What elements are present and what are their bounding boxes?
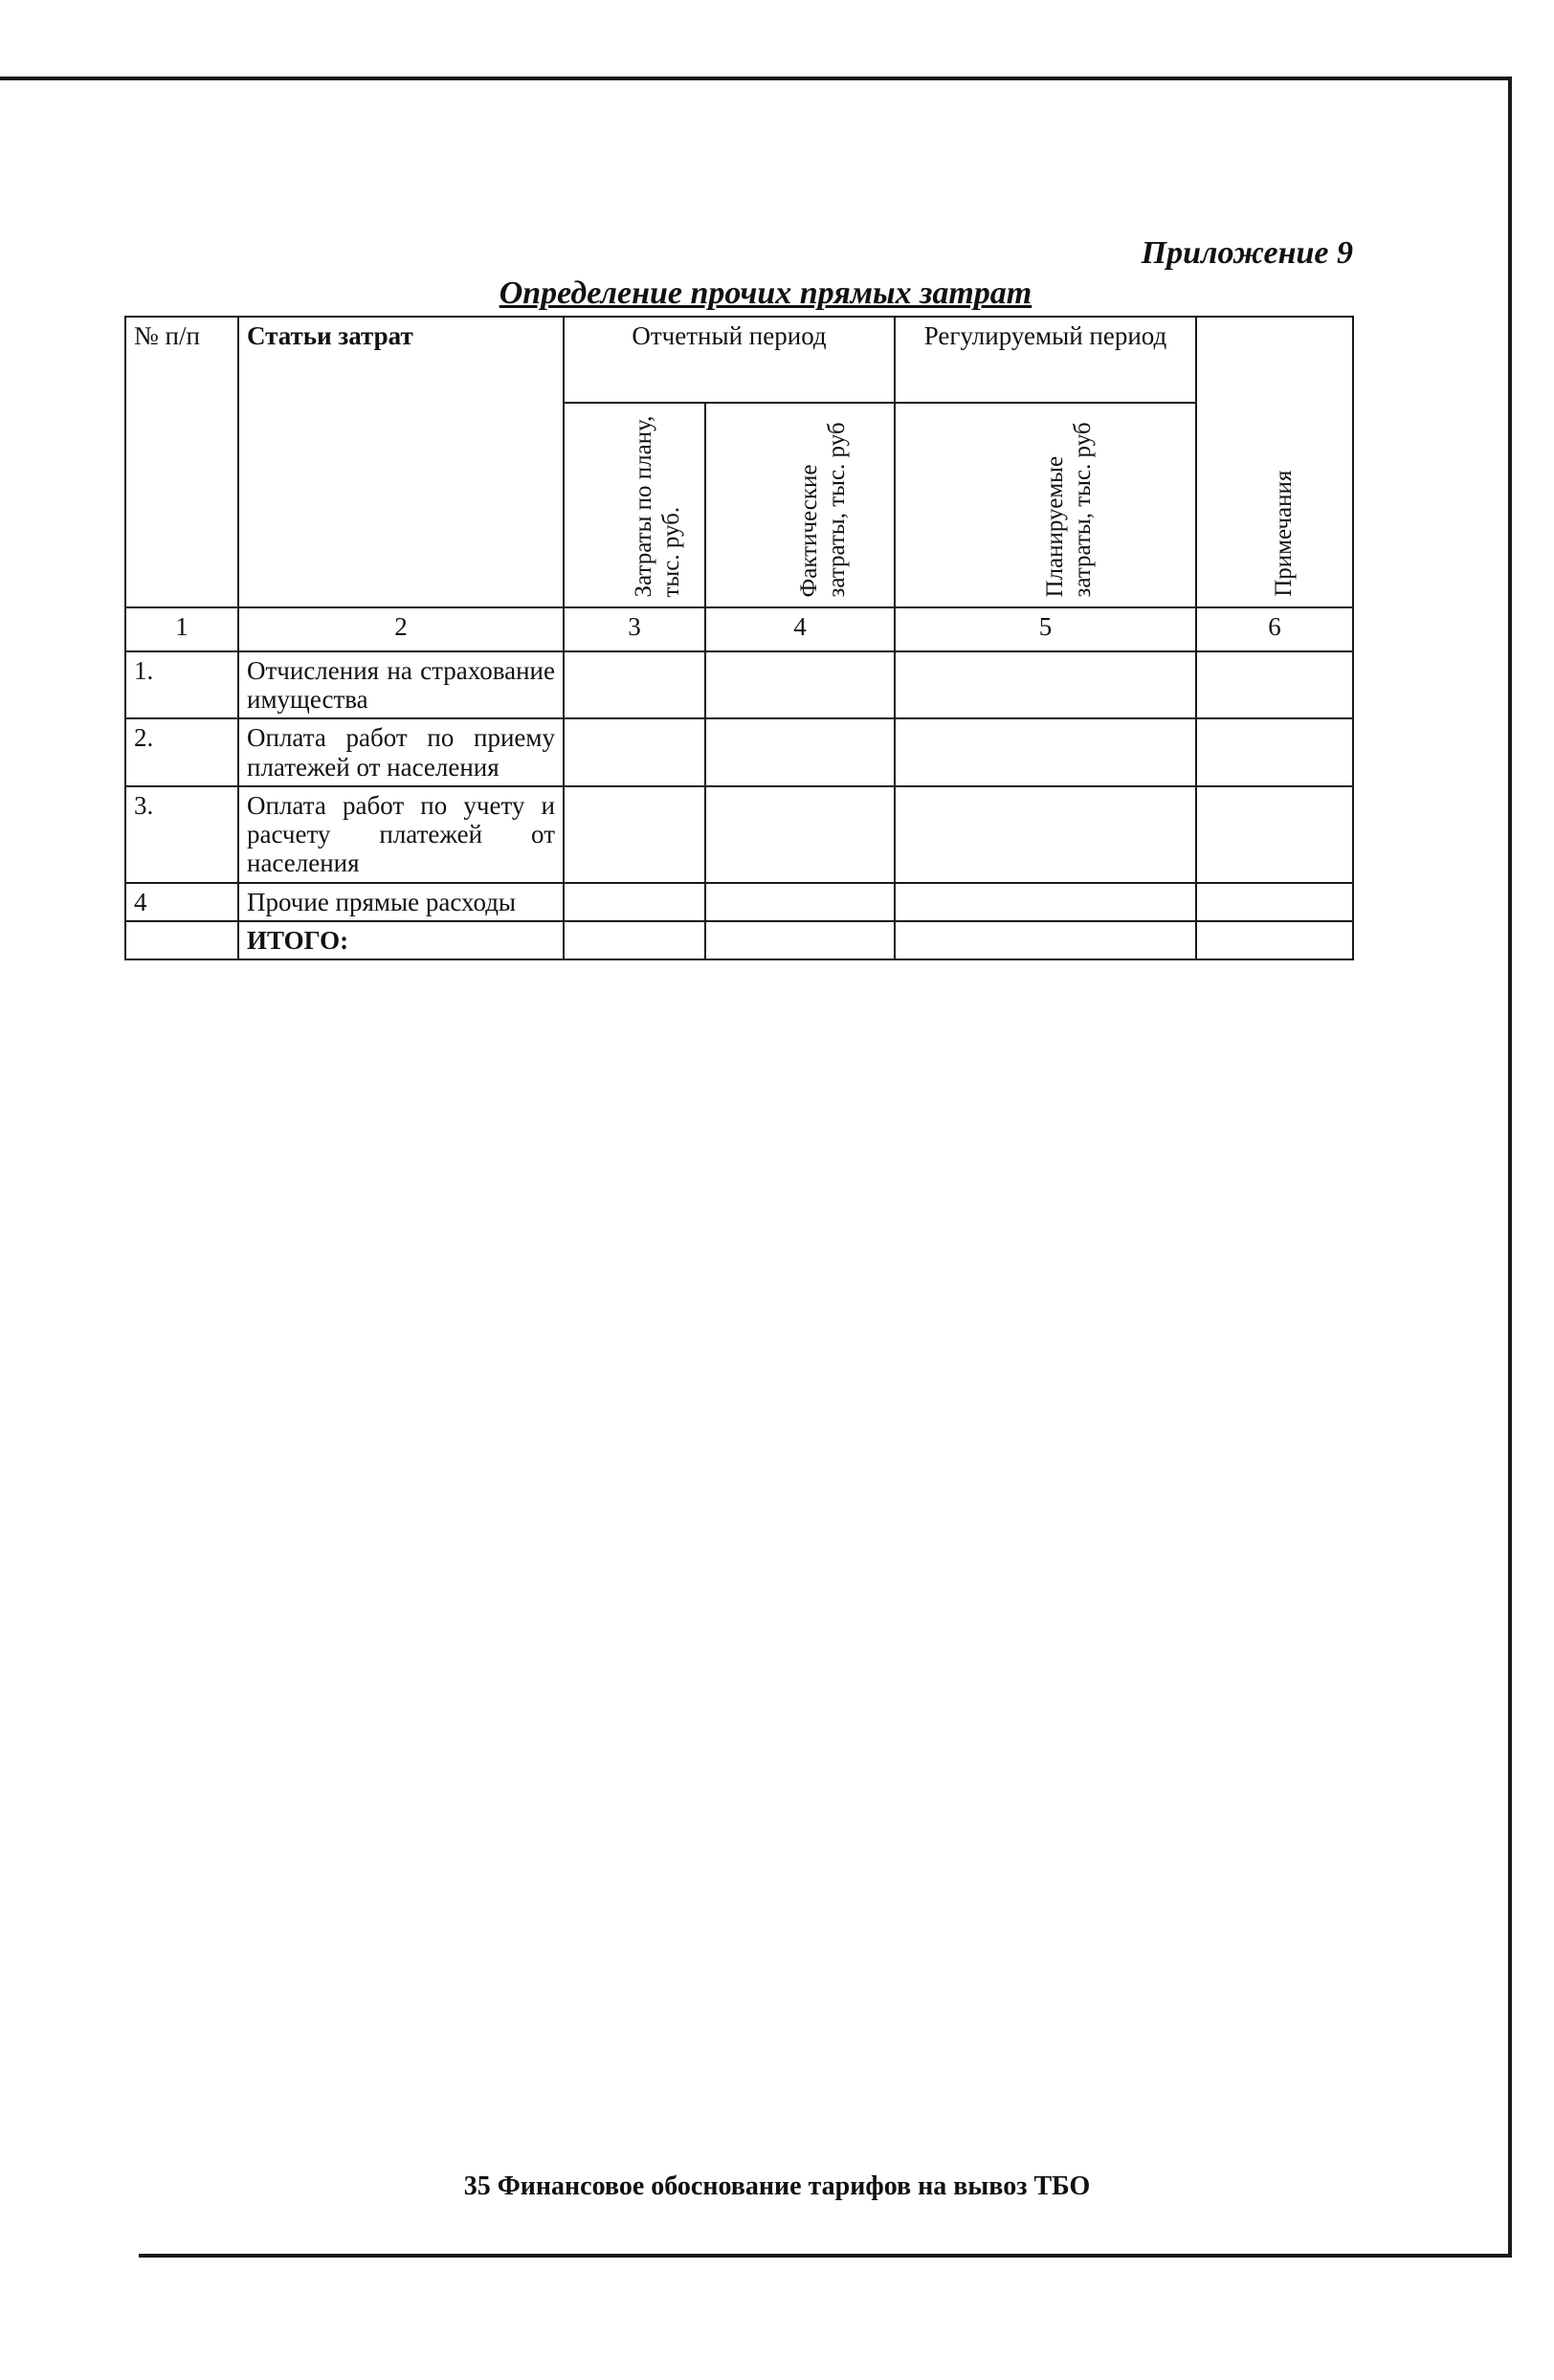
row-num: 3. — [125, 786, 238, 883]
column-number: 1 — [125, 607, 238, 651]
page-border-top — [0, 77, 1512, 80]
cell-notes — [1196, 883, 1353, 921]
header-items — [238, 317, 564, 607]
total-regulated — [895, 921, 1196, 959]
header-regulated-period — [895, 317, 1196, 403]
cell-regulated — [895, 786, 1196, 883]
page-border-right — [1508, 77, 1512, 2258]
document-title: Определение прочих прямых затрат — [499, 275, 1032, 311]
table-row — [125, 883, 1353, 921]
page-border-bottom — [139, 2254, 1512, 2258]
cell-regulated — [895, 651, 1196, 718]
cell-actual — [705, 651, 895, 718]
table-row — [125, 718, 1353, 785]
cell-regulated — [895, 883, 1196, 921]
cell-actual — [705, 883, 895, 921]
total-actual — [705, 921, 895, 959]
row-item: Отчисления на страхование имущества — [238, 651, 564, 718]
row-num: 2. — [125, 718, 238, 785]
header-actual-costs — [705, 403, 895, 607]
total-notes — [1196, 921, 1353, 959]
row-num: 4 — [125, 883, 238, 921]
row-item: Прочие прямые расходы — [238, 883, 564, 921]
header-notes — [1196, 317, 1353, 607]
column-number: 6 — [1196, 607, 1353, 651]
column-number: 4 — [705, 607, 895, 651]
header-planned-costs-label: Затраты по плану, тыс. руб. — [631, 415, 684, 597]
total-planned — [564, 921, 705, 959]
header-planned-costs — [564, 403, 705, 607]
column-number: 3 — [564, 607, 705, 651]
cell-notes — [1196, 718, 1353, 785]
column-number: 5 — [895, 607, 1196, 651]
cell-planned — [564, 786, 705, 883]
header-planned-regulated-label: Планируемые затраты, тыс. руб — [1041, 421, 1096, 597]
costs-table — [124, 316, 1354, 960]
cell-regulated — [895, 718, 1196, 785]
cell-actual — [705, 786, 895, 883]
appendix-label: Приложение 9 — [1141, 235, 1353, 271]
cell-planned — [564, 883, 705, 921]
header-reporting-period-label: Отчетный период — [632, 321, 827, 350]
row-item: Оплата работ по приему платежей от населения — [238, 718, 564, 785]
header-reporting-period — [564, 317, 895, 403]
table-row — [125, 651, 1353, 718]
cell-actual — [705, 718, 895, 785]
cell-planned — [564, 651, 705, 718]
row-item: Оплата работ по учету и расчету платежей от населения — [238, 786, 564, 883]
cell-notes — [1196, 786, 1353, 883]
table-header-row — [125, 317, 1353, 403]
cell-notes — [1196, 651, 1353, 718]
header-actual-costs-label: Фактические затраты, тыс. руб — [796, 421, 850, 597]
column-number-row — [125, 607, 1353, 651]
header-num — [125, 317, 238, 607]
cell-planned — [564, 718, 705, 785]
total-num — [125, 921, 238, 959]
row-num: 1. — [125, 651, 238, 718]
header-planned-regulated — [895, 403, 1196, 607]
header-regulated-period-label: Регулируемый период — [923, 321, 1167, 350]
column-number: 2 — [238, 607, 564, 651]
table-row — [125, 786, 1353, 883]
header-num-label: № п/п — [134, 321, 200, 350]
header-notes-label: Примечания — [1271, 470, 1298, 597]
header-items-label: Статьи затрат — [247, 321, 413, 350]
total-row — [125, 921, 1353, 959]
total-label: ИТОГО: — [238, 921, 564, 959]
page-footer: 35 Финансовое обоснование тарифов на вывоз ТБО — [463, 2171, 1091, 2201]
